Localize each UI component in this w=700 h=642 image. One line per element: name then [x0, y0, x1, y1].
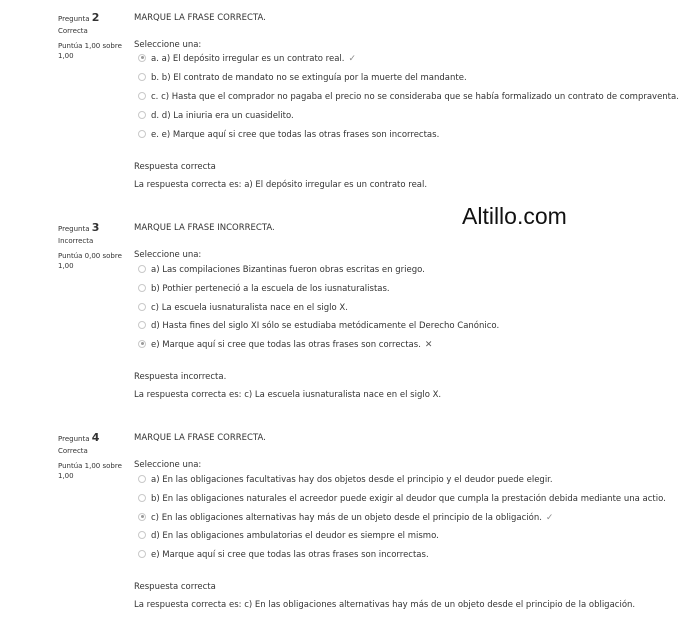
radio-selected-icon[interactable] [138, 340, 146, 348]
radio-icon[interactable] [138, 111, 146, 119]
question-grade: Puntúa 1,00 sobre 1,00 [58, 462, 122, 480]
radio-icon[interactable] [138, 73, 146, 81]
option-text: c. c) Hasta que el comprador no pagaba el precio no se consideraba que se había formalizado un contrato de compraventa. [151, 92, 679, 102]
radio-icon[interactable] [138, 92, 146, 100]
answer-option[interactable] [138, 90, 679, 104]
radio-selected-icon[interactable] [138, 513, 146, 521]
answer-option[interactable] [138, 338, 432, 352]
radio-icon[interactable] [138, 265, 146, 273]
answer-option[interactable] [138, 282, 390, 296]
answer-option[interactable] [138, 263, 425, 277]
question-number: 2 [91, 11, 100, 24]
option-text: c) La escuela iusnaturalista nace en el siglo X. [151, 303, 348, 313]
question-text: MARQUE LA FRASE CORRECTA. [134, 13, 266, 23]
radio-icon[interactable] [138, 475, 146, 483]
question-state: Incorrecta [58, 237, 94, 245]
option-text: c) En las obligaciones alternativas hay más de un objeto desde el principio de la obligación. [151, 513, 542, 523]
answer-option[interactable] [138, 52, 356, 66]
question-label: Pregunta [58, 435, 90, 443]
question-number: 4 [91, 431, 100, 444]
correct-check-icon: ✓ [348, 54, 357, 64]
question-info [58, 430, 128, 481]
watermark-text: Altillo.com [462, 203, 567, 229]
question-grade: Puntúa 0,00 sobre 1,00 [58, 252, 122, 270]
incorrect-cross-icon: ✕ [424, 340, 433, 350]
option-text: a) En las obligaciones facultativas hay dos objetos desde el principio y el deudor puede elegir. [151, 475, 553, 485]
question-number: 3 [91, 221, 100, 234]
question-text: MARQUE LA FRASE INCORRECTA. [134, 223, 275, 233]
correct-check-icon: ✓ [545, 513, 554, 523]
option-text: d) Hasta fines del siglo XI sólo se estudiaba metódicamente el Derecho Canónico. [151, 321, 500, 331]
option-text: e) Marque aquí si cree que todas las otras frases son incorrectas. [151, 550, 429, 560]
answer-prompt: Seleccione una: [134, 40, 202, 50]
radio-icon[interactable] [138, 303, 146, 311]
answer-option[interactable] [138, 71, 467, 85]
option-text: e) Marque aquí si cree que todas las otras frases son correctas. [151, 340, 421, 350]
answer-option[interactable] [138, 529, 439, 543]
option-text: a) Las compilaciones Bizantinas fueron obras escritas en griego. [151, 265, 425, 275]
right-answer: La respuesta correcta es: a) El depósito irregular es un contrato real. [134, 180, 428, 190]
option-text: a. a) El depósito irregular es un contrato real. [151, 54, 345, 64]
answer-option[interactable] [138, 548, 429, 562]
right-answer: La respuesta correcta es: c) En las obligaciones alternativas hay más de un objeto desde el principio de la obligación. [134, 600, 636, 610]
option-text: b) Pothier perteneció a la escuela de los iusnaturalistas. [151, 284, 390, 294]
option-text: d) En las obligaciones ambulatorias el deudor es siempre el mismo. [151, 531, 439, 541]
option-text: b. b) El contrato de mandato no se extinguía por la muerte del mandante. [151, 73, 467, 83]
answer-prompt: Seleccione una: [134, 460, 202, 470]
feedback-status: Respuesta correcta [134, 162, 216, 172]
answer-option[interactable] [138, 128, 439, 142]
option-text: b) En las obligaciones naturales el acreedor puede exigir al deudor que cumpla la prestación debida mediante una actio. [151, 494, 666, 504]
question-label: Pregunta [58, 225, 90, 233]
radio-icon[interactable] [138, 550, 146, 558]
question-label: Pregunta [58, 15, 90, 23]
answer-option[interactable] [138, 492, 666, 506]
feedback-status: Respuesta incorrecta. [134, 372, 227, 382]
radio-icon[interactable] [138, 494, 146, 502]
question-grade: Puntúa 1,00 sobre 1,00 [58, 42, 122, 60]
answer-option[interactable] [138, 473, 553, 487]
question-info [58, 10, 128, 61]
question-info [58, 220, 128, 271]
radio-icon[interactable] [138, 284, 146, 292]
answer-option[interactable] [138, 511, 553, 525]
question-text: MARQUE LA FRASE CORRECTA. [134, 433, 266, 443]
question-state: Correcta [58, 27, 88, 35]
question-state: Correcta [58, 447, 88, 455]
option-text: d. d) La iniuria era un cuasidelito. [151, 111, 294, 121]
radio-icon[interactable] [138, 130, 146, 138]
option-text: e. e) Marque aquí si cree que todas las otras frases son incorrectas. [151, 130, 440, 140]
answer-option[interactable] [138, 109, 294, 123]
radio-selected-icon[interactable] [138, 54, 146, 62]
feedback-status: Respuesta correcta [134, 582, 216, 592]
answer-prompt: Seleccione una: [134, 250, 202, 260]
right-answer: La respuesta correcta es: c) La escuela iusnaturalista nace en el siglo X. [134, 390, 442, 400]
answer-option[interactable] [138, 301, 348, 315]
radio-icon[interactable] [138, 321, 146, 329]
answer-option[interactable] [138, 319, 499, 333]
radio-icon[interactable] [138, 531, 146, 539]
